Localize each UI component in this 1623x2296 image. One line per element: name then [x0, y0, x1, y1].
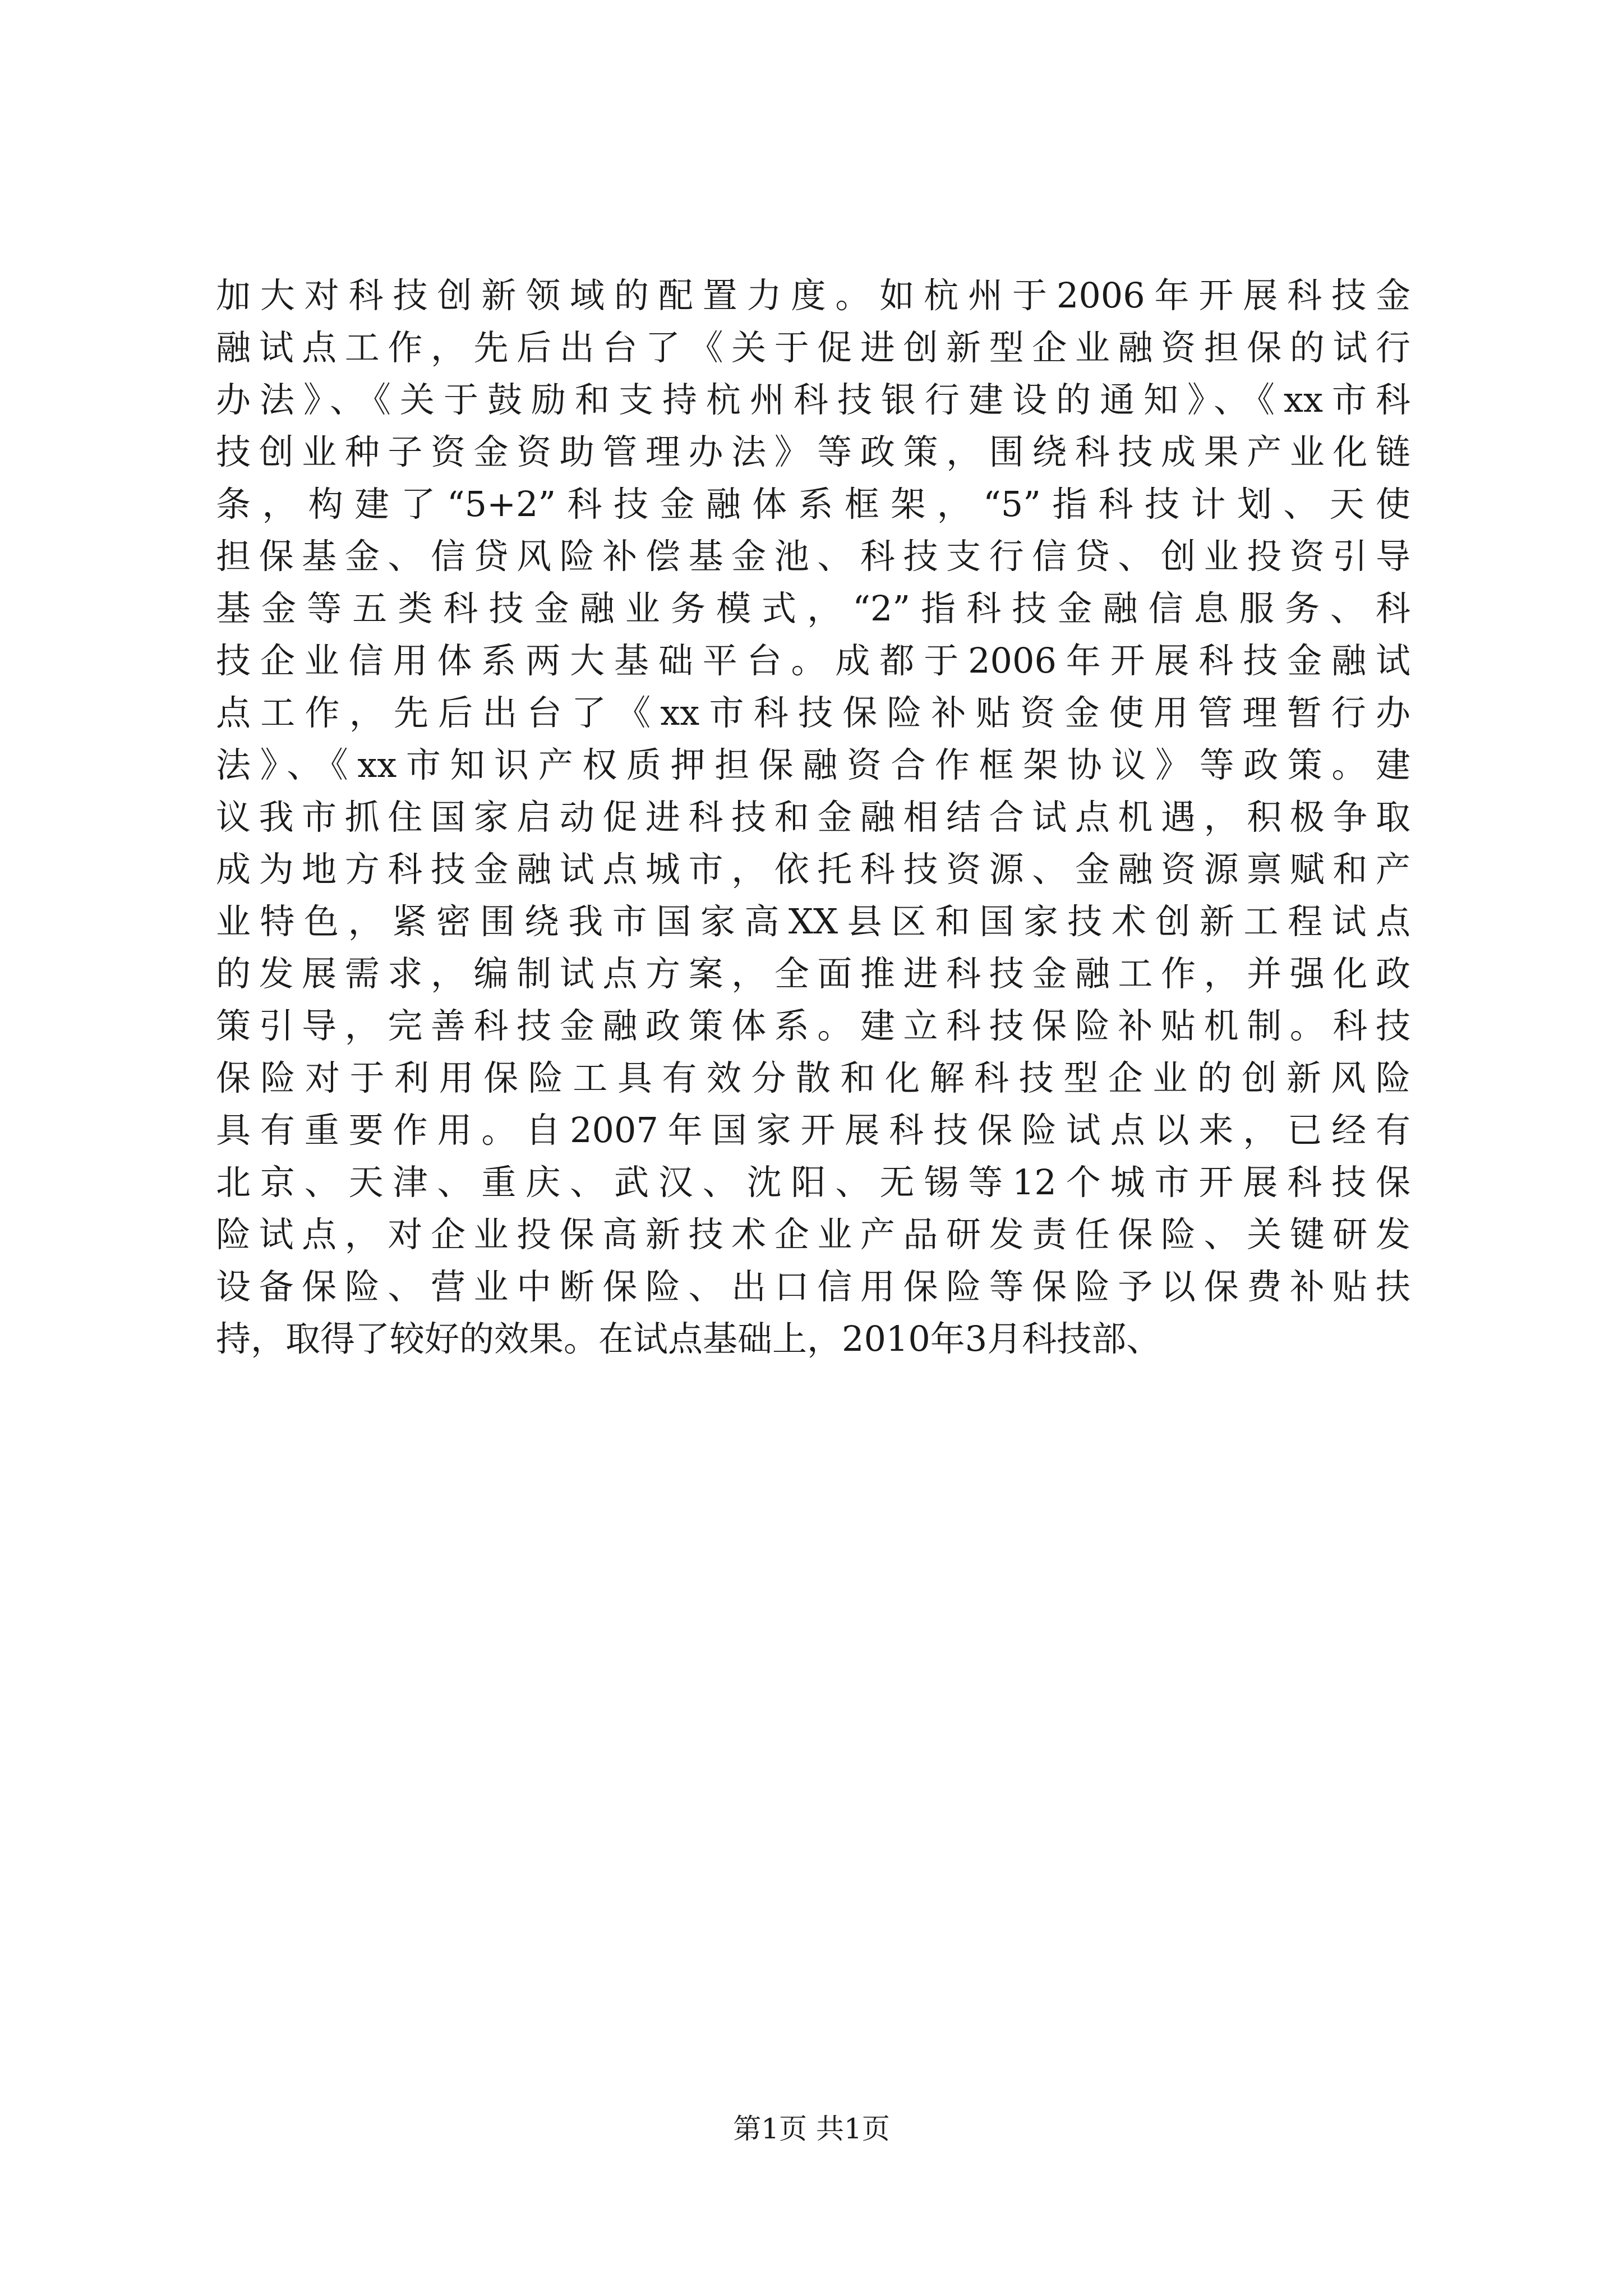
text-line: 点工作，先后出台了《xx市科技保险补贴资金使用管理暂行办 [216, 692, 1410, 733]
text-line: 北京、天津、重庆、武汉、沈阳、无锡等12个城市开展科技保 [216, 1162, 1410, 1203]
text-line: 融试点工作，先后出台了《关于促进创新型企业融资担保的试行 [216, 327, 1410, 368]
page-footer: 第1页 共1页 [733, 2113, 890, 2145]
body-paragraph [216, 269, 1410, 1365]
text-line: 技创业种子资金资助管理办法》等政策，围绕科技成果产业化链 [216, 431, 1410, 472]
text-line: 险试点，对企业投保高新技术企业产品研发责任保险、关键研发 [216, 1214, 1410, 1255]
text-line: 策引导，完善科技金融政策体系。建立科技保险补贴机制。科技 [216, 1005, 1410, 1046]
text-line: 议我市抓住国家启动促进科技和金融相结合试点机遇，积极争取 [216, 797, 1410, 838]
text-line: 持，取得了较好的效果。在试点基础上，2010年3月科技部、 [216, 1318, 1161, 1359]
text-line: 设备保险、营业中断保险、出口信用保险等保险予以保费补贴扶 [216, 1266, 1410, 1307]
text-line: 法》、《xx市知识产权质押担保融资合作框架协议》等政策。建 [216, 744, 1410, 785]
text-line: 成为地方科技金融试点城市，依托科技资源、金融资源禀赋和产 [216, 849, 1410, 890]
text-line: 的发展需求，编制试点方案，全面推进科技金融工作，并强化政 [216, 953, 1410, 994]
text-line: 条，构建了“5+2”科技金融体系框架，“5”指科技计划、天使 [216, 484, 1410, 524]
text-line: 技企业信用体系两大基础平台。成都于2006年开展科技金融试 [216, 640, 1410, 681]
text-line: 办法》、《关于鼓励和支持杭州科技银行建设的通知》、《xx市科 [216, 379, 1410, 420]
text-line: 担保基金、信贷风险补偿基金池、科技支行信贷、创业投资引导 [216, 536, 1410, 577]
text-line: 基金等五类科技金融业务模式，“2”指科技金融信息服务、科 [216, 588, 1410, 629]
text-line: 加大对科技创新领域的配置力度。如杭州于2006年开展科技金 [216, 275, 1410, 316]
text-line: 业特色，紧密围绕我市国家高XX县区和国家技术创新工程试点 [216, 901, 1410, 942]
text-line: 具有重要作用。自2007年国家开展科技保险试点以来，已经有 [216, 1110, 1410, 1151]
text-line: 保险对于利用保险工具有效分散和化解科技型企业的创新风险 [216, 1057, 1410, 1098]
